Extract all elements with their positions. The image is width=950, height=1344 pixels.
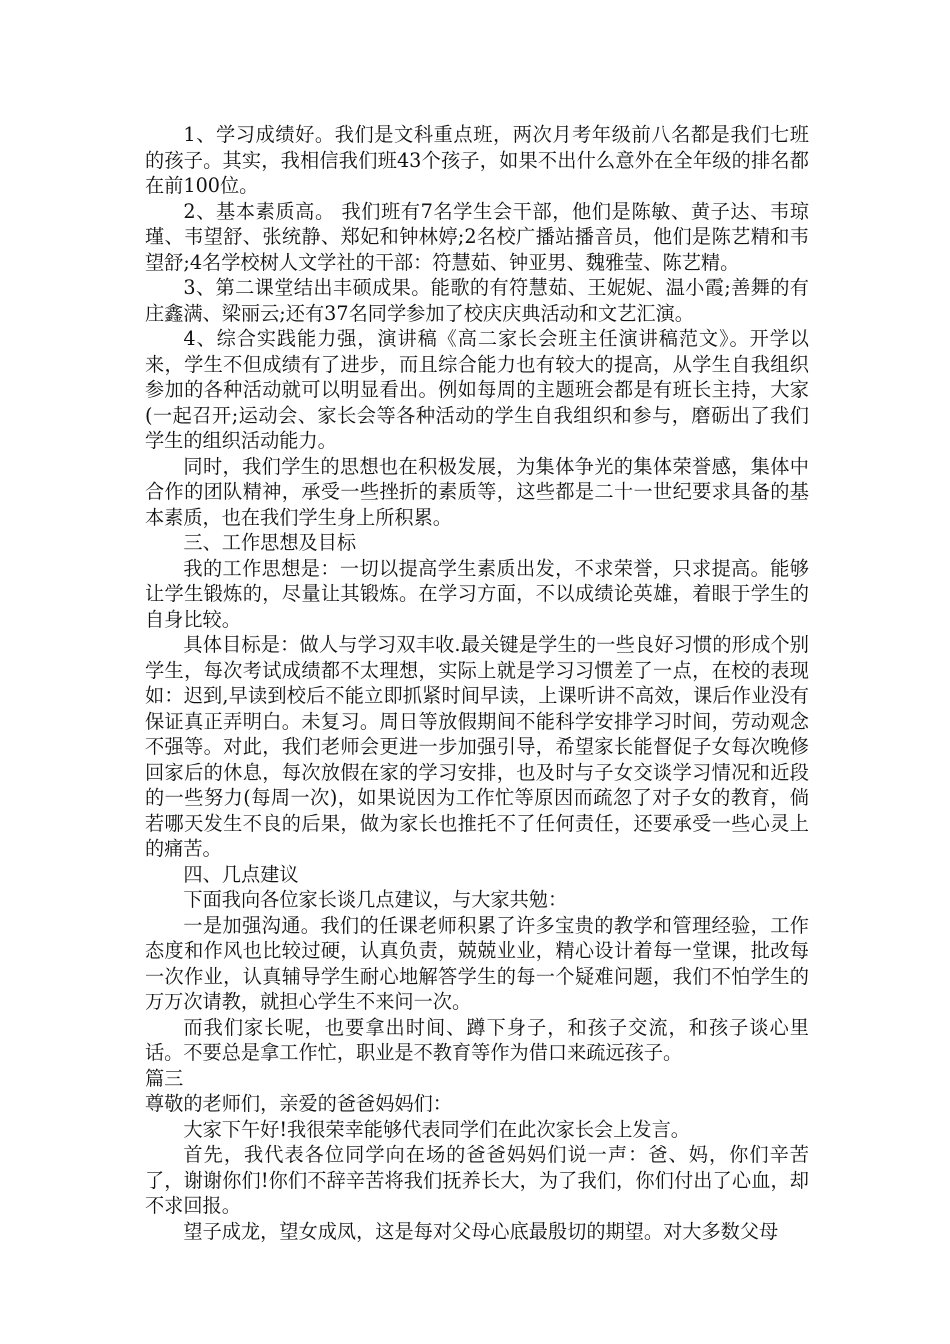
paragraph: 一是加强沟通。我们的任课老师积累了许多宝贵的教学和管理经验，工作态度和作风也比较过硬，认真负责，兢兢业业，精心设计着每一堂课，批改每一次作业，认真辅导学生耐心地解答学生的每一个疑难问题，我们不怕学生的万万次请教，就担心学生不来问一次。 — [145, 913, 809, 1013]
document-body — [145, 122, 809, 1244]
paragraph: 下面我向各位家长谈几点建议，与大家共勉： — [183, 888, 568, 911]
paragraph: 4、综合实践能力强，演讲稿《高二家长会班主任演讲稿范文》。开学以来，学生不但成绩有了进步，而且综合能力也有较大的提高，从学生自我组织参加的各种活动就可以明显看出。例如每周的主题班会都是有班长主持，大家(一起召开;运动会、家长会等各种活动的学生自我组织和参与，磨砺出了我们学生的组织活动能力。 — [145, 327, 809, 452]
paragraph: 大家下午好!我很荣幸能够代表同学们在此次家长会上发言。 — [183, 1117, 690, 1141]
paragraph: 而我们家长呢，也要拿出时间、蹲下身子，和孩子交流，和孩子谈心里话。不要总是拿工作忙，职业是不教育等作为借口来疏远孩子。 — [145, 1015, 809, 1064]
paragraph: 望子成龙，望女成凤，这是每对父母心底最殷切的期望。对大多数父母 — [183, 1219, 779, 1243]
paragraph: 我的工作思想是：一切以提高学生素质出发，不求荣誉，只求提高。能够让学生锻炼的，尽量让其锻炼。在学习方面，不以成绩论英雄，着眼于学生的自身比较。 — [145, 556, 809, 631]
paragraph: 首先，我代表各位同学向在场的爸爸妈妈们说一声：爸、妈，你们辛苦了，谢谢你们!你们不辞辛苦将我们抚养长大，为了我们，你们付出了心血，却不求回报。 — [145, 1143, 809, 1217]
section-heading: 四、几点建议 — [183, 862, 299, 886]
salutation: 尊敬的老师们，亲爱的爸爸妈妈们： — [145, 1092, 452, 1115]
paragraph: 1、学习成绩好。我们是文科重点班，两次月考年级前八名都是我们七班的孩子。其实，我相信我们班43个孩子，如果不出什么意外在全年级的排名都在前100位。 — [145, 123, 809, 197]
section-heading: 三、工作思想及目标 — [183, 531, 357, 554]
paragraph: 2、基本素质高。 我们班有7名学生会干部，他们是陈敏、黄子达、韦琼瑾、韦望舒、张统静、郑妃和钟林婷;2名校广播站播音员，他们是陈艺精和韦望舒;4名学校树人文学社的干部：符慧茹、钟亚男、魏雅莹、陈艺精。 — [145, 199, 809, 274]
paragraph: 同时，我们学生的思想也在积极发展，为集体争光的集体荣誉感，集体中合作的团队精神，承受一些挫折的素质等，这些都是二十一世纪要求具备的基本素质，也在我们学生身上所积累。 — [145, 454, 809, 529]
part-heading: 篇三 — [145, 1066, 184, 1090]
paragraph: 3、第二课堂结出丰硕成果。能歌的有符慧茹、王妮妮、温小霞;善舞的有庄鑫满、梁丽云;还有37名同学参加了校庆庆典活动和文艺汇演。 — [145, 276, 809, 325]
paragraph: 具体目标是：做人与学习双丰收.最关键是学生的一些良好习惯的形成个别学生，每次考试成绩都不太理想，实际上就是学习习惯差了一点，在校的表现如：迟到,早读到校后不能立即抓紧时间早读，上课听讲不高效，课后作业没有保证真正弄明白。未复习。周日等放假期间不能科学安排学习时间，劳动观念不强等。对此，我们老师会更进一步加强引导，希望家长能督促子女每次晚修回家后的休息，每次放假在家的学习安排，也及时与子女交谈学习情况和近段的一些努力(每周一次)，如果说因为工作忙等原因而疏忽了对子女的教育，倘若哪天发生不良的后果，做为家长也推托不了任何责任，还要承受一些心灵上的痛苦。 — [145, 633, 809, 860]
